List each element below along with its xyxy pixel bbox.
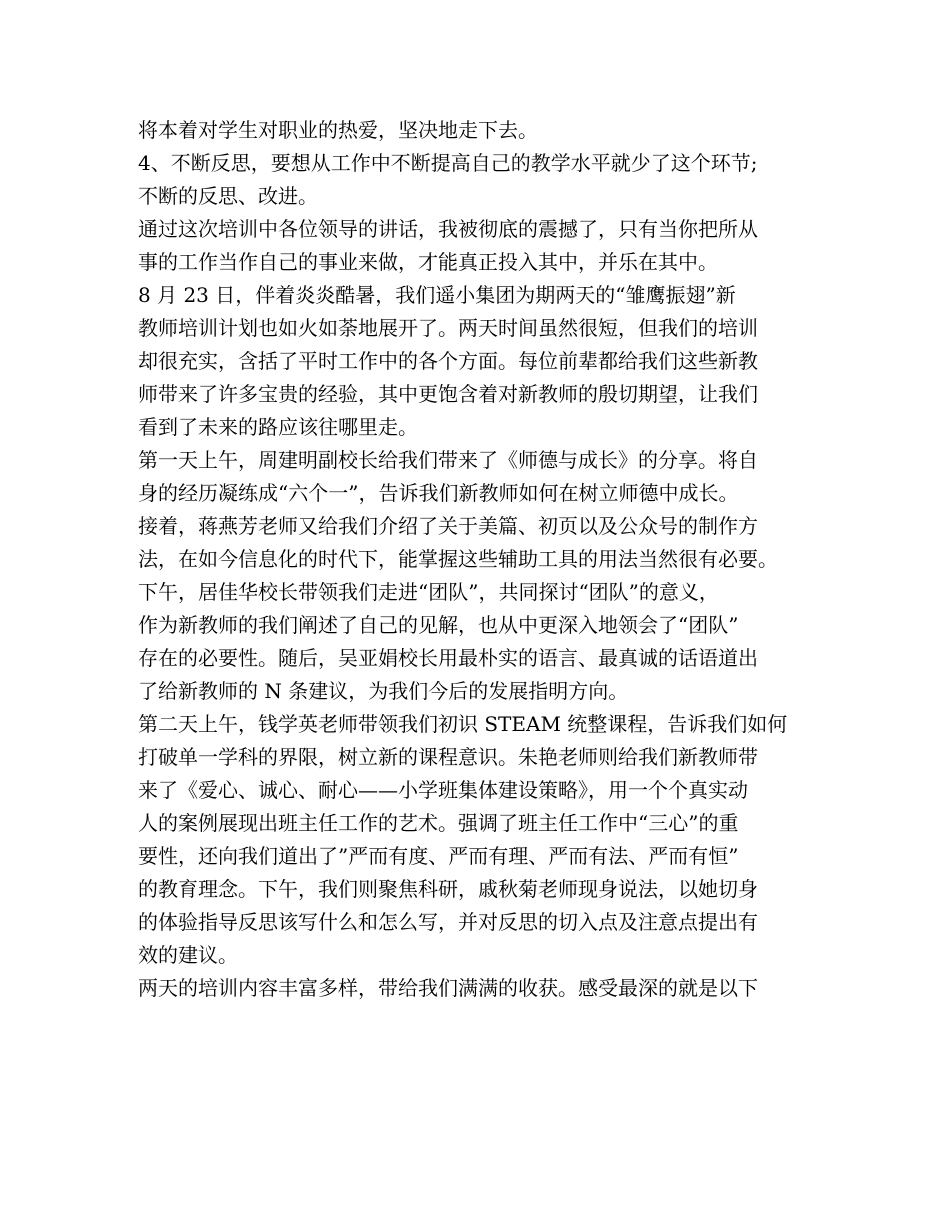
document-body [138, 114, 828, 1005]
text-line: 了给新教师的 N 条建议，为我们今后的发展指明方向。 [138, 679, 629, 703]
text-line: 两天的培训内容丰富多样，带给我们满满的收获。感受最深的就是以下 [138, 976, 758, 1000]
text-line: 却很充实，含括了平时工作中的各个方面。每位前辈都给我们这些新教 [138, 349, 758, 373]
text-line: 师带来了许多宝贵的经验，其中更饱含着对新教师的殷切期望，让我们 [138, 382, 758, 406]
text-line: 4、不断反思，要想从工作中不断提高自己的教学水平就少了这个环节; [138, 151, 758, 175]
text-line: 法，在如今信息化的时代下，能掌握这些辅助工具的用法当然很有必要。 [138, 547, 778, 571]
text-line: 存在的必要性。随后，吴亚娟校长用最朴实的语言、最真诚的话语道出 [138, 646, 758, 670]
text-line: 教师培训计划也如火如荼地展开了。两天时间虽然很短，但我们的培训 [138, 316, 758, 340]
text-line: 不断的反思、改进。 [138, 184, 318, 208]
text-line: 效的建议。 [138, 943, 238, 967]
text-line: 将本着对学生对职业的热爱，坚决地走下去。 [138, 118, 538, 142]
text-line: 通过这次培训中各位领导的讲话，我被彻底的震撼了，只有当你把所从 [138, 217, 758, 241]
text-line: 人的案例展现出班主任工作的艺术。强调了班主任工作中“三心”的重 [138, 811, 739, 835]
text-line: 下午，居佳华校长带领我们走进“团队”，共同探讨“团队”的意义， [138, 580, 719, 604]
text-line: 第二天上午，钱学英老师带领我们初识 STEAM 统整课程，告诉我们如何 [138, 712, 788, 736]
text-line: 身的经历凝练成“六个一”，告诉我们新教师如何在树立师德中成长。 [138, 481, 739, 505]
text-line: 作为新教师的我们阐述了自己的见解，也从中更深入地领会了“团队” [138, 613, 739, 637]
text-line: 看到了未来的路应该往哪里走。 [138, 415, 418, 439]
text-line: 要性，还向我们道出了”严而有度、严而有理、严而有法、严而有恒” [138, 844, 739, 868]
text-line: 的体验指导反思该写什么和怎么写，并对反思的切入点及注意点提出有 [138, 910, 758, 934]
text-line: 事的工作当作自己的事业来做，才能真正投入其中，并乐在其中。 [138, 250, 718, 274]
text-line: 的教育理念。下午，我们则聚焦科研，戚秋菊老师现身说法，以她切身 [138, 877, 758, 901]
text-line: 8 月 23 日，伴着炎炎酷暑，我们遥小集团为期两天的“雏鹰振翅”新 [138, 283, 736, 307]
text-line: 打破单一学科的界限，树立新的课程意识。朱艳老师则给我们新教师带 [138, 745, 758, 769]
text-line: 接着，蒋燕芳老师又给我们介绍了关于美篇、初页以及公众号的制作方 [138, 514, 758, 538]
text-line: 第一天上午，周建明副校长给我们带来了《师德与成长》的分享。将自 [138, 448, 758, 472]
text-line: 来了《爱心、诚心、耐心——小学班集体建设策略》，用一个个真实动 [138, 778, 748, 802]
